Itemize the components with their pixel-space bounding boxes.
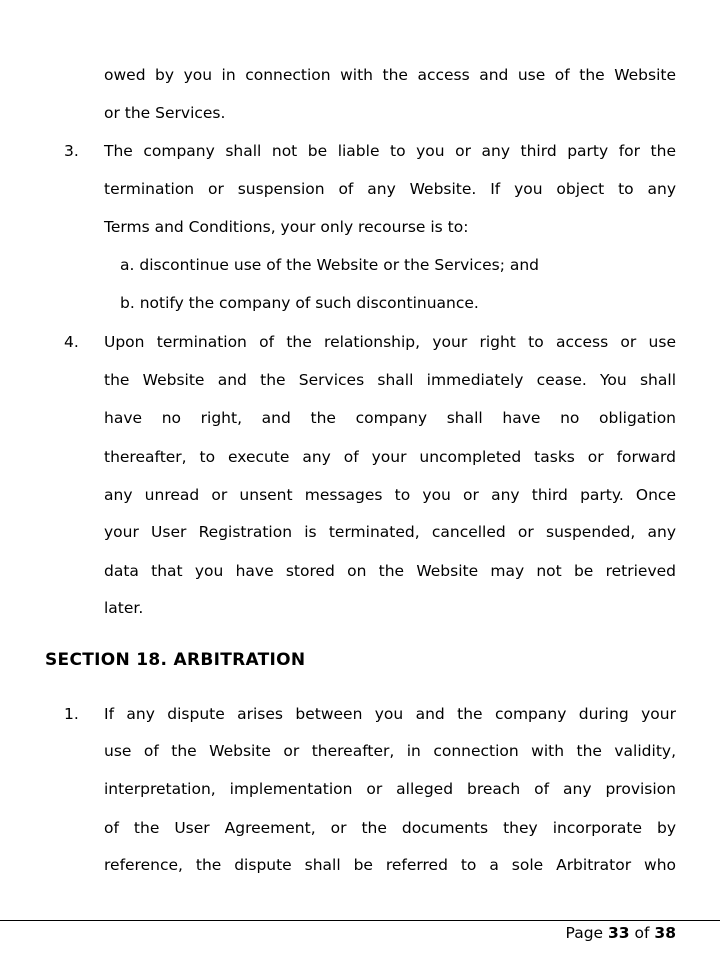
paragraph-line: data that you have stored on the Website may not be retrieved: [104, 562, 676, 580]
paragraph-line: The company shall not be liable to you or any third party for the: [104, 142, 676, 160]
paragraph-line: owed by you in connection with the access and use of the Website: [104, 66, 676, 84]
paragraph-line: of the User Agreement, or the documents they incorporate by: [104, 819, 676, 837]
footer-divider: [0, 920, 720, 921]
current-page: 33: [608, 924, 630, 942]
paragraph-line: Terms and Conditions, your only recourse is to:: [104, 218, 469, 236]
paragraph-line: interpretation, implementation or alleged breach of any provision: [104, 780, 676, 798]
sub-list-item: a. discontinue use of the Website or the Services; and: [120, 256, 540, 274]
paragraph-line: later.: [104, 599, 144, 617]
paragraph-line: reference, the dispute shall be referred to a sole Arbitrator who: [104, 856, 676, 874]
page-label: Page: [565, 924, 604, 942]
paragraph-line: the Website and the Services shall immediately cease. You shall: [104, 371, 676, 389]
paragraph-line: have no right, and the company shall have no obligation: [104, 409, 676, 427]
section-heading: SECTION 18. ARBITRATION: [45, 650, 306, 670]
sub-list-item: b. notify the company of such discontinuance.: [120, 294, 479, 312]
paragraph-line: any unread or unsent messages to you or any third party. Once: [104, 486, 676, 504]
paragraph-line: use of the Website or thereafter, in connection with the validity,: [104, 742, 676, 760]
paragraph-line: or the Services.: [104, 104, 226, 122]
paragraph-line: your User Registration is terminated, cancelled or suspended, any: [104, 523, 676, 541]
page-number: [566, 922, 676, 944]
list-number: 1.: [64, 705, 79, 723]
total-pages: 38: [654, 924, 676, 942]
list-number: 4.: [64, 333, 79, 351]
paragraph-line: thereafter, to execute any of your uncompleted tasks or forward: [104, 448, 676, 466]
paragraph-line: Upon termination of the relationship, your right to access or use: [104, 333, 676, 351]
paragraph-line: If any dispute arises between you and the company during your: [104, 705, 676, 723]
list-number: 3.: [64, 142, 79, 160]
of-label: of: [634, 924, 650, 942]
paragraph-line: termination or suspension of any Website. If you object to any: [104, 180, 676, 198]
